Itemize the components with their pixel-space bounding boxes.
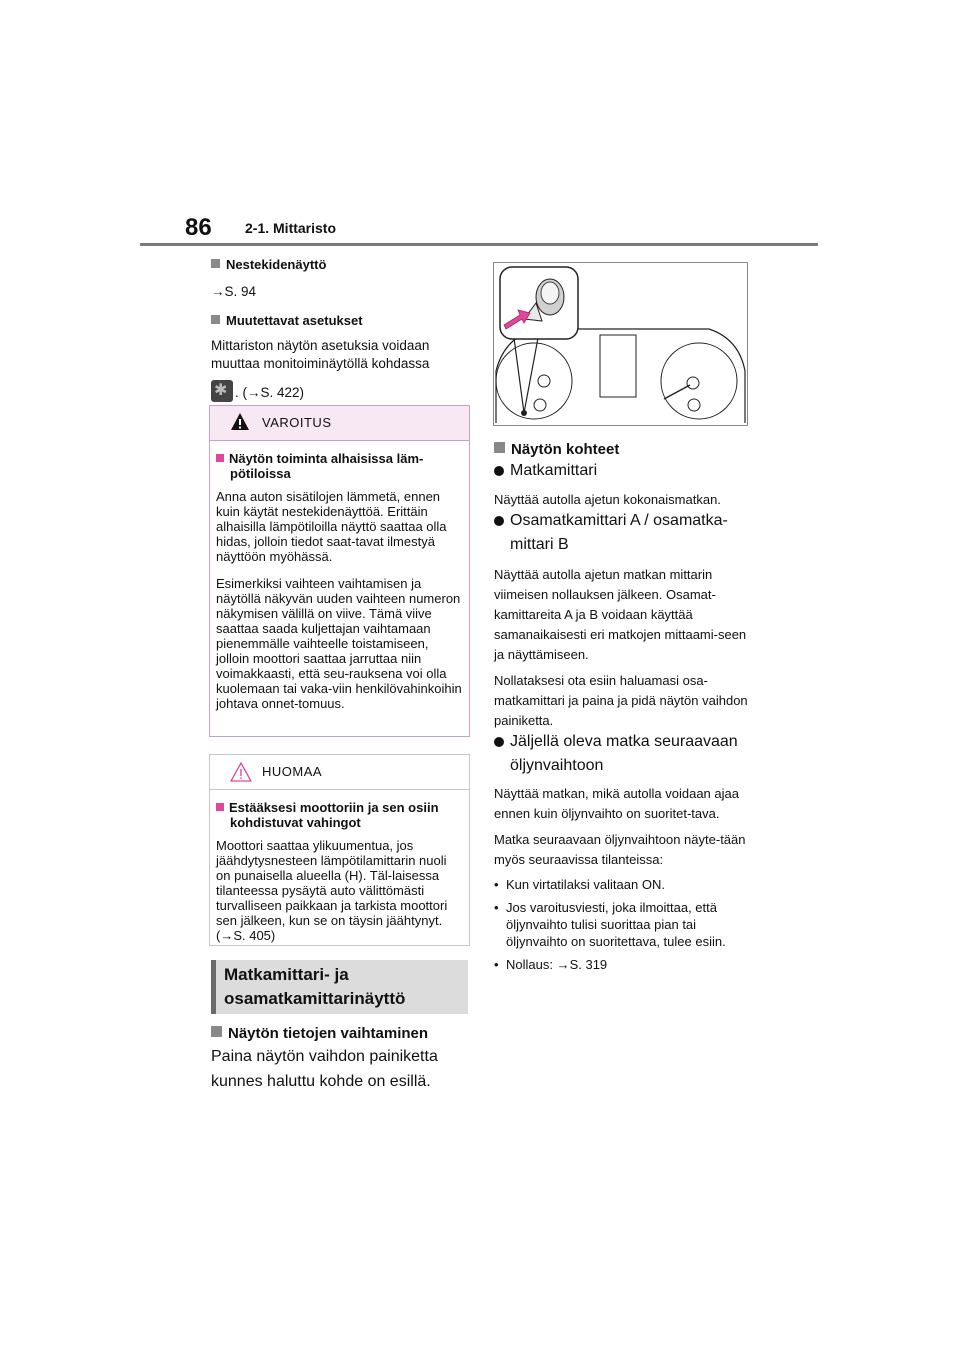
odometer-text: Näyttää autolla ajetun kokonaismatkan. <box>494 492 721 507</box>
warning-text-1: Anna auton sisätilojen lämmetä, ennen kuin käytät nestekidenäyttöä. Erittäin alhaisilla lämpötiloilla näyttö saattaa olla hidas, jolloin tiedot saat-tavat ilmestyä näyttöön myöhässä. <box>216 489 447 564</box>
note-text: Moottori saattaa ylikuumentua, jos jäähdytysnesteen lämpötilamittarin nuoli on punaisella alueella (H). Täl-laisessa tilanteessa pysäytä auto välittömästi turvalliseen paikkaan ja tarkista moottori sen jälkeen, kun se on täysin jäähtynyt. (→S. 405) <box>216 838 448 943</box>
left-column <box>211 256 471 402</box>
list-item: • Kun virtatilaksi valitaan ON. <box>494 876 754 893</box>
square-bullet-icon <box>216 454 224 462</box>
left-bottom <box>211 1024 473 1094</box>
subheading-lcd: Nestekidenäyttö <box>211 256 471 273</box>
note-heading: Estääksesi moottoriin ja sen osiin kohdistuvat vahingot <box>216 800 463 830</box>
oil-text-1: Näyttää matkan, mikä autolla voidaan ajaa ennen kuin öljynvaihto on suoritet-tava. <box>494 786 739 821</box>
note-box <box>209 754 470 946</box>
subheading-settings: Muutettavat asetukset <box>211 312 471 329</box>
item-oil-change: Jäljellä oleva matka seuraavaan <box>494 731 754 753</box>
right-column <box>494 440 754 973</box>
section-title: 2-1. Mittaristo <box>245 220 337 236</box>
warning-text-2: Esimerkiksi vaihteen vaihtamisen ja näytöllä näkyvän uuden vaihteen numeron näkymisen välillä on viive. Tämä viive saattaa saada kuljettajan vaihtamaan pienemmälle vaihteelle toistamiseen, jolloin moottori saattaa jarruttaa niin voimakkaasti, että seu-rauksena voi olla kuolemaan tai vaka-viin henkilövahinkoihin johtava onnet-tomuus. <box>216 576 462 711</box>
list-item: • Jos varoitusviesti, joka ilmoittaa, että öljynvaihto tulisi suorittaa pian tai öljynvaihto on suoritettava, tulee esiin. <box>494 899 754 950</box>
square-bullet-icon <box>211 259 220 268</box>
item-odometer: Matkamittari <box>494 460 754 482</box>
square-bullet-icon <box>494 442 505 453</box>
warning-triangle-icon <box>230 412 250 432</box>
item-trip-meter-2: mittari B <box>510 536 569 553</box>
subheading-switch: Näytön tietojen vaihtaminen <box>211 1024 473 1044</box>
list-item: • Nollaus: →S. 319 <box>494 956 754 973</box>
section-heading-box <box>211 960 468 1014</box>
square-bullet-icon <box>216 803 224 811</box>
switch-line-1: Paina näytön vaihdon painiketta <box>211 1048 438 1065</box>
instrument-cluster-illustration <box>493 262 748 426</box>
note-label: HUOMAA <box>262 764 323 779</box>
oil-text-2: Matka seuraavaan öljynvaihtoon näyte-tään myös seuraavissa tilanteissa: <box>494 832 746 867</box>
section-heading-line-1: Matkamittari- ja <box>224 965 349 984</box>
note-header <box>210 755 469 790</box>
warning-label: VAROITUS <box>262 415 332 430</box>
header-rule <box>140 243 818 246</box>
settings-line-2: muuttaa monitoiminäytöllä kohdassa <box>211 356 430 371</box>
warning-header <box>210 406 469 441</box>
settings-line-3: ✱. (→S. 422) <box>211 380 471 403</box>
cluster-drawing <box>494 263 747 425</box>
warning-box <box>209 405 470 737</box>
item-oil-change-2: öljynvaihtoon <box>510 757 604 774</box>
square-bullet-icon <box>211 1026 222 1037</box>
square-bullet-icon <box>211 315 220 324</box>
subheading-display-items: Näytön kohteet <box>494 440 754 460</box>
section-heading-line-2: osamatkamittarinäyttö <box>224 989 406 1008</box>
caution-triangle-icon <box>230 761 252 783</box>
page-number: 86 <box>185 214 212 241</box>
settings-gear-icon <box>211 380 233 402</box>
trip-text-1: Näyttää autolla ajetun matkan mittarin viimeisen nollauksen jälkeen. Osamat-kamittareita A ja B voidaan käyttää samanaikaisesti eri matkojen mittaami-seen ja näyttämiseen. <box>494 567 747 662</box>
warning-heading: Näytön toiminta alhaisissa läm-pötiloissa <box>216 451 463 481</box>
item-trip-meter: Osamatkamittari A / osamatka- <box>494 510 754 532</box>
ref-lcd: →S. 94 <box>211 284 257 299</box>
settings-line-1: Mittariston näytön asetuksia voidaan <box>211 337 430 353</box>
trip-text-2: Nollataksesi ota esiin haluamasi osa-matkamittari ja paina ja pidä näytön vaihdon painiketta. <box>494 673 748 728</box>
switch-line-2: kunnes haluttu kohde on esillä. <box>211 1073 431 1090</box>
